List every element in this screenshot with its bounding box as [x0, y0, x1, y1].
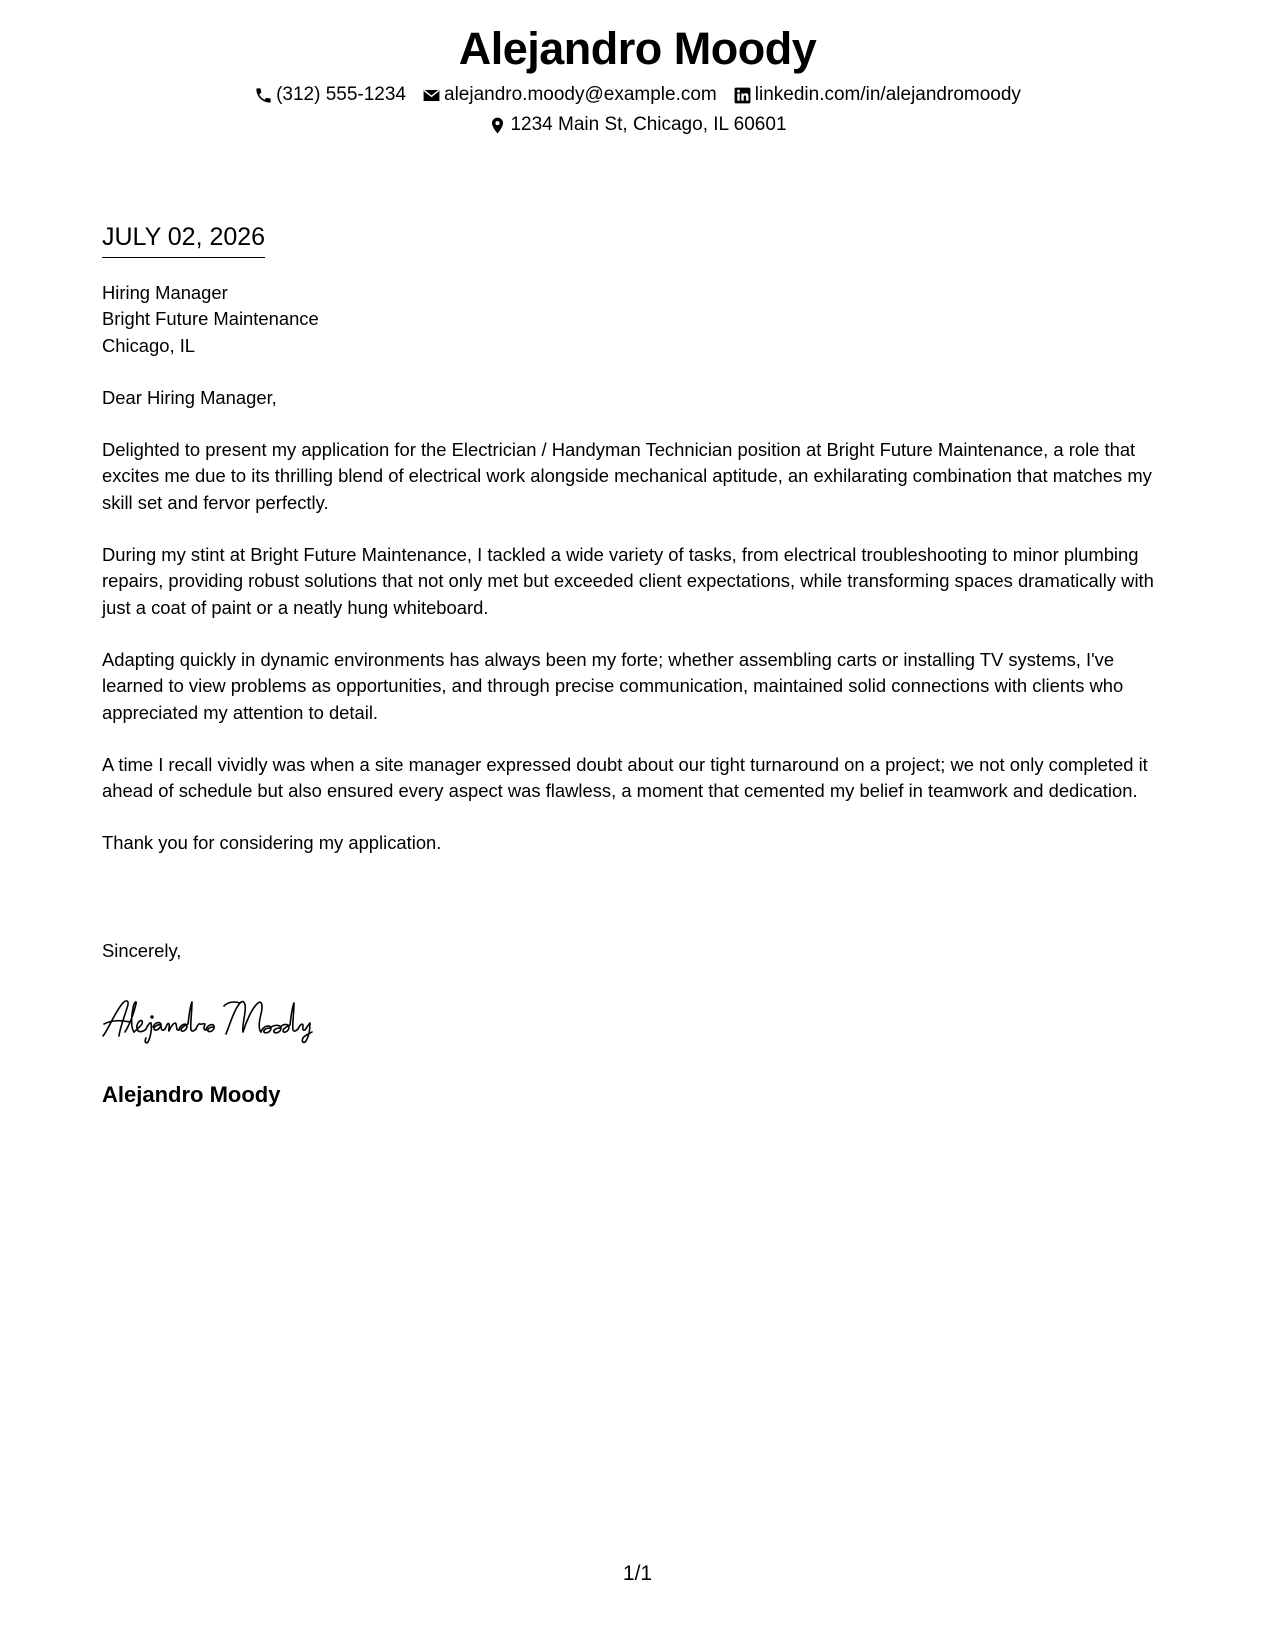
letter-date: JULY 02, 2026 — [102, 220, 265, 258]
linkedin-icon — [733, 86, 752, 105]
body-paragraph-2: During my stint at Bright Future Maintenance, I tackled a wide variety of tasks, from electrical troubleshooting to minor plumbing repairs, providing robust solutions that not only met but exceeded client expectations, while transforming spaces dramatically with just a coat of paint or a neatly hung whiteboard. — [102, 544, 1154, 618]
letter-body — [102, 280, 1177, 883]
address-contact — [488, 110, 786, 140]
address-row — [0, 110, 1275, 140]
linkedin-url[interactable]: linkedin.com/in/alejandromoody — [754, 84, 1021, 105]
recipient-title: Hiring Manager — [102, 282, 228, 303]
letter-header — [0, 18, 1275, 140]
page-number: 1/1 — [622, 1562, 653, 1585]
body-paragraph-3: Adapting quickly in dynamic environments has always been my forte; whether assembling carts or installing TV systems, I've learned to view problems as opportunities, and through precise communication, maintained solid connections with clients who appreciated my attention to detail. — [102, 648, 1124, 723]
phone-icon — [254, 86, 273, 105]
recipient-company: Bright Future Maintenance — [102, 308, 319, 330]
contact-row — [0, 80, 1275, 110]
envelope-icon — [422, 86, 441, 105]
map-pin-icon — [488, 116, 507, 135]
body-paragraph-4: A time I recall vividly was when a site manager expressed doubt about our tight turnaround on a project; we not only completed it ahead of schedule but also ensured every aspect was flawless, a moment that cemented my belief in teamwork and dedication. — [102, 753, 1148, 802]
applicant-name: Alejandro Moody — [458, 23, 817, 74]
body-paragraph-5: Thank you for considering my application. — [102, 832, 442, 854]
phone-contact — [254, 80, 406, 110]
street-address: 1234 Main St, Chicago, IL 60601 — [510, 114, 787, 135]
closing-phrase: Sincerely, — [102, 940, 182, 961]
handwritten-signature — [100, 994, 365, 1044]
recipient-location: Chicago, IL — [102, 334, 196, 356]
salutation: Dear Hiring Manager, — [102, 386, 277, 408]
email-contact — [422, 80, 717, 110]
phone-number: (312) 555-1234 — [276, 84, 406, 105]
signed-name: Alejandro Moody — [102, 1082, 281, 1107]
email-address[interactable]: alejandro.moody@example.com — [444, 84, 717, 105]
recipient-block — [102, 280, 1177, 359]
body-paragraph-1: Delighted to present my application for the Electrician / Handyman Technician position at Bright Future Maintenance, a role that excites me due to its thrilling blend of electrical work alongside mechanical aptitude, an exhilarating combination that matches my skill set and fervor perfectly. — [102, 439, 1152, 513]
linkedin-contact — [733, 80, 1021, 110]
